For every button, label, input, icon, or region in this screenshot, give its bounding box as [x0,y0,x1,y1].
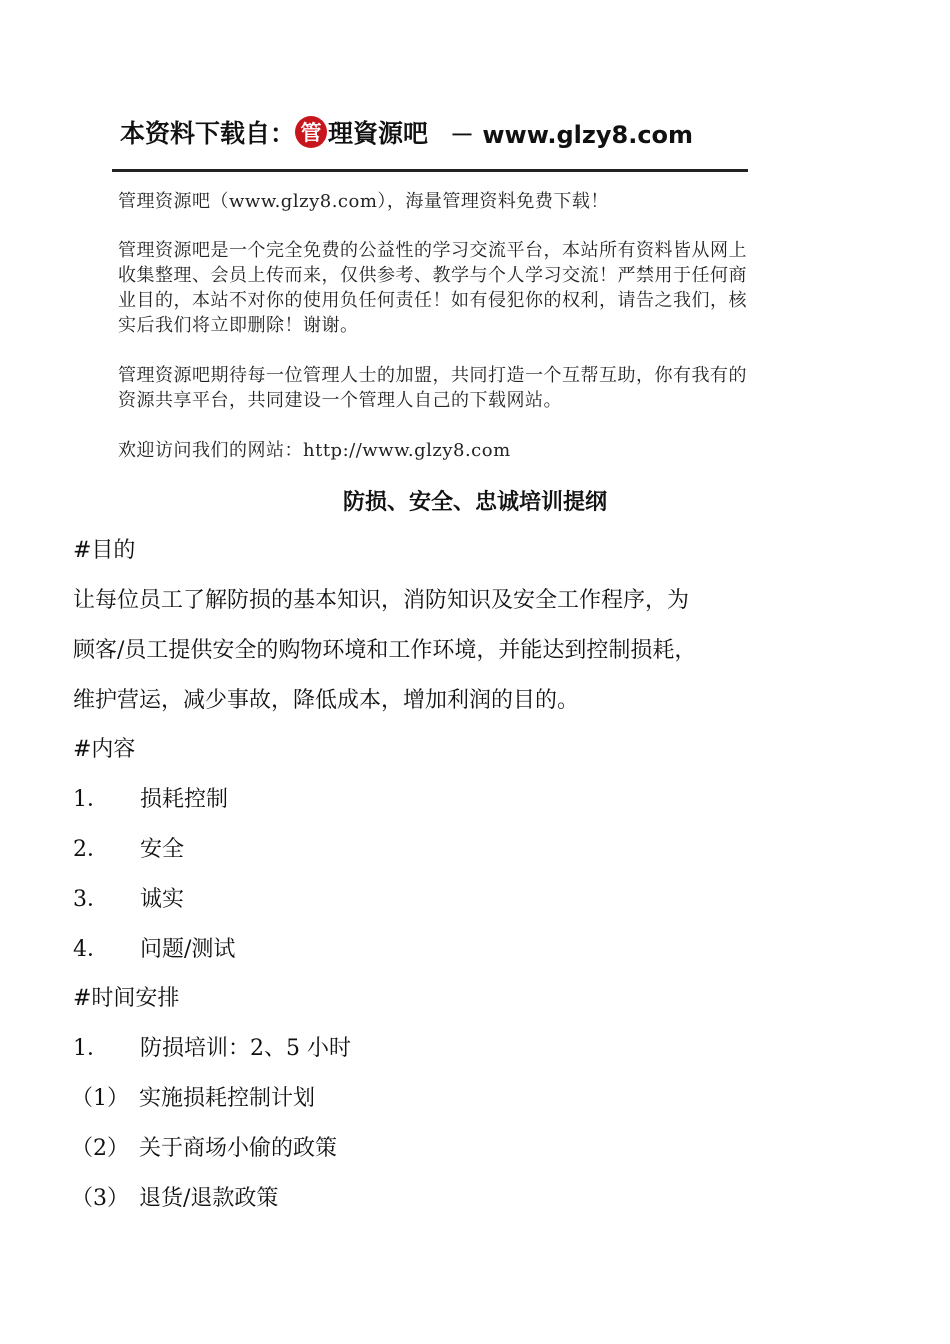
intro-paragraph-2: 管理资源吧是一个完全免费的公益性的学习交流平台，本站所有资料皆从网上收集整理、会员上传而来，仅供参考、教学与个人学习交流！严禁用于任何商业目的，本站不对你的使用负任何责任！如有侵犯你的权利，请告之我们，核实后我们将立即删除！谢谢。 [118,240,747,336]
list-item [73,934,793,966]
list-item-text: 损耗控制 [140,787,229,812]
banner-url: － www.glzy8.com [450,120,694,149]
header-banner [112,110,748,174]
sub-list-item [73,1183,793,1215]
list-item-number: 1． [73,787,109,812]
list-item-text: 防损培训：2、5 小时 [140,1036,351,1061]
list-item-number: 1． [73,1036,109,1061]
banner-divider [112,169,748,172]
content-heading: #内容 [73,737,136,762]
sub-list-item-text: 实施损耗控制计划 [139,1086,316,1111]
banner-text [120,114,693,150]
sub-list-item-text: 关于商场小偷的政策 [139,1136,338,1161]
list-item-text: 问题/测试 [140,937,236,962]
list-item [73,834,793,866]
sub-list-item [73,1083,793,1115]
banner-brand: 理資源吧 [328,119,429,148]
document-title: 防损、安全、忠诚培训提纲 [342,489,607,515]
sub-list-item-number: （1） [71,1086,129,1111]
intro-paragraph-3: 管理资源吧期待每一位管理人士的加盟，共同打造一个互帮互助，你有我有的资源共享平台，共同建设一个管理人自己的下载网站。 [118,365,747,411]
purpose-line: 顾客/员工提供安全的购物环境和工作环境，并能达到控制损耗， [73,638,697,663]
list-item-number: 3． [73,887,109,912]
logo-icon: 管 [295,116,327,148]
list-item-number: 2． [73,837,109,862]
sub-list-item-number: （2） [71,1136,129,1161]
list-item [73,1033,793,1065]
purpose-line: 让每位员工了解防损的基本知识，消防知识及安全工作程序，为 [73,588,690,613]
sub-list-item [73,1133,793,1165]
banner-prefix: 本资料下载自： [120,119,296,148]
list-item [73,784,793,816]
intro-paragraph-4: 欢迎访问我们的网站：http://www.glzy8.com [118,440,511,461]
list-item-number: 4． [73,937,109,962]
sub-list-item-number: （3） [71,1186,129,1211]
sub-list-item-text: 退货/退款政策 [139,1186,279,1211]
list-item-text: 安全 [140,837,185,862]
list-item [73,884,793,916]
purpose-heading: #目的 [73,538,136,563]
purpose-line: 维护营运，减少事故，降低成本，增加利润的目的。 [73,688,580,713]
schedule-heading: #时间安排 [73,986,180,1011]
intro-paragraph-1: 管理资源吧（www.glzy8.com），海量管理资料免费下载！ [118,191,609,212]
list-item-text: 诚实 [140,887,185,912]
